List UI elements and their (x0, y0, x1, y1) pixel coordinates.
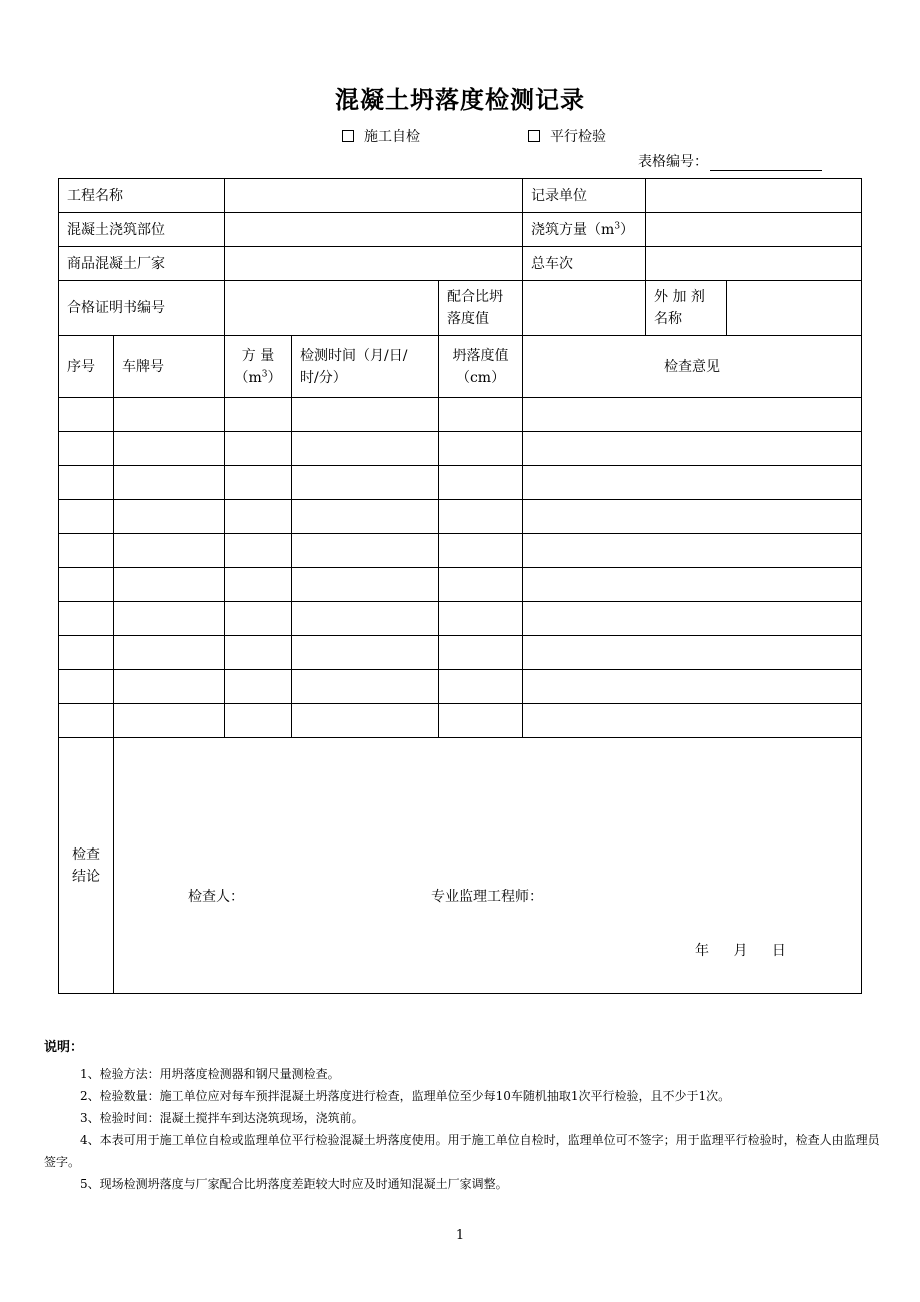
pour-part-cell[interactable] (225, 213, 523, 247)
opinion-cell[interactable] (523, 602, 862, 636)
table-row (59, 602, 862, 636)
seq-cell[interactable] (59, 534, 114, 568)
col-header-seq: 序号 (59, 336, 114, 398)
time-cell[interactable] (292, 466, 439, 500)
col-header-slump (439, 336, 523, 398)
admixture-cell[interactable] (727, 281, 862, 336)
seq-cell[interactable] (59, 432, 114, 466)
mix-slump-cell[interactable] (523, 281, 646, 336)
volume-cell[interactable] (225, 500, 292, 534)
plate-cell[interactable] (114, 466, 225, 500)
table-row (59, 636, 862, 670)
plate-cell[interactable] (114, 704, 225, 738)
self-check-label: 施工自检 (364, 129, 420, 145)
table-row (59, 534, 862, 568)
table-row (59, 704, 862, 738)
seq-cell[interactable] (59, 398, 114, 432)
opinion-cell[interactable] (523, 704, 862, 738)
opinion-cell[interactable] (523, 670, 862, 704)
data-rows (59, 398, 862, 738)
col-header-volume-open: （m (234, 369, 262, 386)
time-cell[interactable] (292, 670, 439, 704)
self-check-option[interactable] (342, 126, 420, 146)
record-unit-label: 记录单位 (523, 179, 646, 213)
inspector-label: 检查人： (188, 889, 244, 905)
conclusion-label (59, 738, 114, 994)
col-header-plate: 车牌号 (114, 336, 225, 398)
conclusion-label-line2: 结论 (72, 868, 100, 885)
seq-cell[interactable] (59, 636, 114, 670)
seq-cell[interactable] (59, 704, 114, 738)
plate-cell[interactable] (114, 534, 225, 568)
volume-cell[interactable] (225, 670, 292, 704)
seq-cell[interactable] (59, 568, 114, 602)
pour-volume-label-text: 浇筑方量（m (531, 221, 615, 238)
slump-cell[interactable] (439, 432, 523, 466)
col-header-volume-line1: 方 量 (241, 347, 275, 364)
conclusion-label-line1: 检查 (72, 846, 100, 863)
table-row (59, 398, 862, 432)
slump-cell[interactable] (439, 568, 523, 602)
col-header-slump-line1: 坍落度值 (452, 347, 509, 364)
slump-cell[interactable] (439, 466, 523, 500)
plate-cell[interactable] (114, 500, 225, 534)
admixture-label-line2: 名称 (654, 311, 683, 327)
date-label: 年 月 日 (695, 943, 786, 959)
seq-cell[interactable] (59, 602, 114, 636)
note-item: 2、检验数量：施工单位应对每车预拌混凝土坍落度进行检查，监理单位至少每10车随机抽取1次平行检验，且不少于1次。 (80, 1089, 731, 1103)
mix-slump-label (439, 281, 523, 336)
page-number: 1 (455, 1228, 465, 1243)
slump-cell[interactable] (439, 602, 523, 636)
volume-cell[interactable] (225, 398, 292, 432)
supplier-cell[interactable] (225, 247, 523, 281)
seq-cell[interactable] (59, 466, 114, 500)
mix-slump-label-line2: 落度值 (447, 311, 489, 327)
seq-cell[interactable] (59, 500, 114, 534)
certificate-no-cell[interactable] (225, 281, 439, 336)
table-row (59, 670, 862, 704)
record-unit-cell[interactable] (646, 179, 862, 213)
admixture-label-line1: 外 加 剂 (654, 289, 705, 305)
slump-cell[interactable] (439, 398, 523, 432)
table-row (59, 568, 862, 602)
slump-cell[interactable] (439, 500, 523, 534)
table-row (59, 466, 862, 500)
plate-cell[interactable] (114, 432, 225, 466)
parallel-check-option[interactable] (528, 126, 606, 146)
form-number-label: 表格编号： (638, 154, 708, 170)
page-title: 混凝土坍落度检测记录 (335, 85, 585, 114)
total-trucks-cell[interactable] (646, 247, 862, 281)
opinion-cell[interactable] (523, 466, 862, 500)
col-header-time-line2: 时/分） (300, 369, 347, 386)
slump-cell[interactable] (439, 704, 523, 738)
notes-heading: 说明： (44, 1040, 84, 1055)
volume-cell[interactable] (225, 466, 292, 500)
note-item: 4、本表可用于施工单位自检或监理单位平行检验混凝土坍落度使用。用于施工单位自检时，监理单位可不签字；用于监理平行检验时，检查人由监理员签字。 (44, 1133, 880, 1169)
col-header-slump-line2: （cm） (455, 369, 506, 386)
plate-cell[interactable] (114, 568, 225, 602)
time-cell[interactable] (292, 602, 439, 636)
slump-cell[interactable] (439, 534, 523, 568)
plate-cell[interactable] (114, 602, 225, 636)
pour-volume-label (523, 213, 646, 247)
volume-cell[interactable] (225, 704, 292, 738)
pour-volume-label-close: ） (620, 221, 635, 238)
col-header-volume-sup: 3 (261, 368, 268, 379)
table-row (59, 432, 862, 466)
time-cell[interactable] (292, 636, 439, 670)
pour-volume-cell[interactable] (646, 213, 862, 247)
volume-cell[interactable] (225, 534, 292, 568)
volume-cell[interactable] (225, 432, 292, 466)
project-name-cell[interactable] (225, 179, 523, 213)
opinion-cell[interactable] (523, 568, 862, 602)
col-header-opinion: 检查意见 (523, 336, 862, 398)
note-item: 3、检验时间：混凝土搅拌车到达浇筑现场，浇筑前。 (80, 1111, 364, 1125)
col-header-time-line1: 检测时间（月/日/ (300, 347, 408, 364)
plate-cell[interactable] (114, 398, 225, 432)
col-header-volume-close: ） (267, 369, 282, 386)
time-cell[interactable] (292, 500, 439, 534)
opinion-cell[interactable] (523, 636, 862, 670)
time-cell[interactable] (292, 534, 439, 568)
notes-section (44, 1036, 884, 1195)
time-cell[interactable] (292, 568, 439, 602)
time-cell[interactable] (292, 398, 439, 432)
time-cell[interactable] (292, 704, 439, 738)
form-number-field[interactable] (710, 156, 822, 171)
plate-cell[interactable] (114, 670, 225, 704)
opinion-cell[interactable] (523, 500, 862, 534)
supplier-label: 商品混凝土厂家 (59, 247, 225, 281)
table-row (59, 500, 862, 534)
col-header-volume-line2 (233, 367, 283, 389)
volume-cell[interactable] (225, 636, 292, 670)
certificate-no-label: 合格证明书编号 (59, 281, 225, 336)
col-header-volume (225, 336, 292, 398)
plate-cell[interactable] (114, 636, 225, 670)
pour-part-label: 混凝土浇筑部位 (59, 213, 225, 247)
project-name-label: 工程名称 (59, 179, 225, 213)
supervisor-label: 专业监理工程师： (431, 889, 543, 905)
record-table (58, 178, 862, 994)
conclusion-cell[interactable] (114, 738, 862, 994)
col-header-time (292, 336, 439, 398)
seq-cell[interactable] (59, 670, 114, 704)
volume-cell[interactable] (225, 602, 292, 636)
parallel-check-label: 平行检验 (550, 129, 606, 145)
volume-cell[interactable] (225, 568, 292, 602)
pour-volume-label-sup: 3 (614, 220, 621, 231)
opinion-cell[interactable] (523, 432, 862, 466)
note-item: 5、现场检测坍落度与厂家配合比坍落度差距较大时应及时通知混凝土厂家调整。 (80, 1177, 508, 1191)
time-cell[interactable] (292, 432, 439, 466)
form-number (638, 151, 822, 171)
mix-slump-label-line1: 配合比坍 (447, 289, 503, 305)
slump-cell[interactable] (439, 670, 523, 704)
opinion-cell[interactable] (523, 398, 862, 432)
parallel-check-checkbox[interactable] (528, 130, 540, 142)
slump-cell[interactable] (439, 636, 523, 670)
total-trucks-label: 总车次 (523, 247, 646, 281)
admixture-label (646, 281, 727, 336)
self-check-checkbox[interactable] (342, 130, 354, 142)
note-item: 1、检验方法：用坍落度检测器和钢尺量测检查。 (80, 1067, 340, 1081)
opinion-cell[interactable] (523, 534, 862, 568)
